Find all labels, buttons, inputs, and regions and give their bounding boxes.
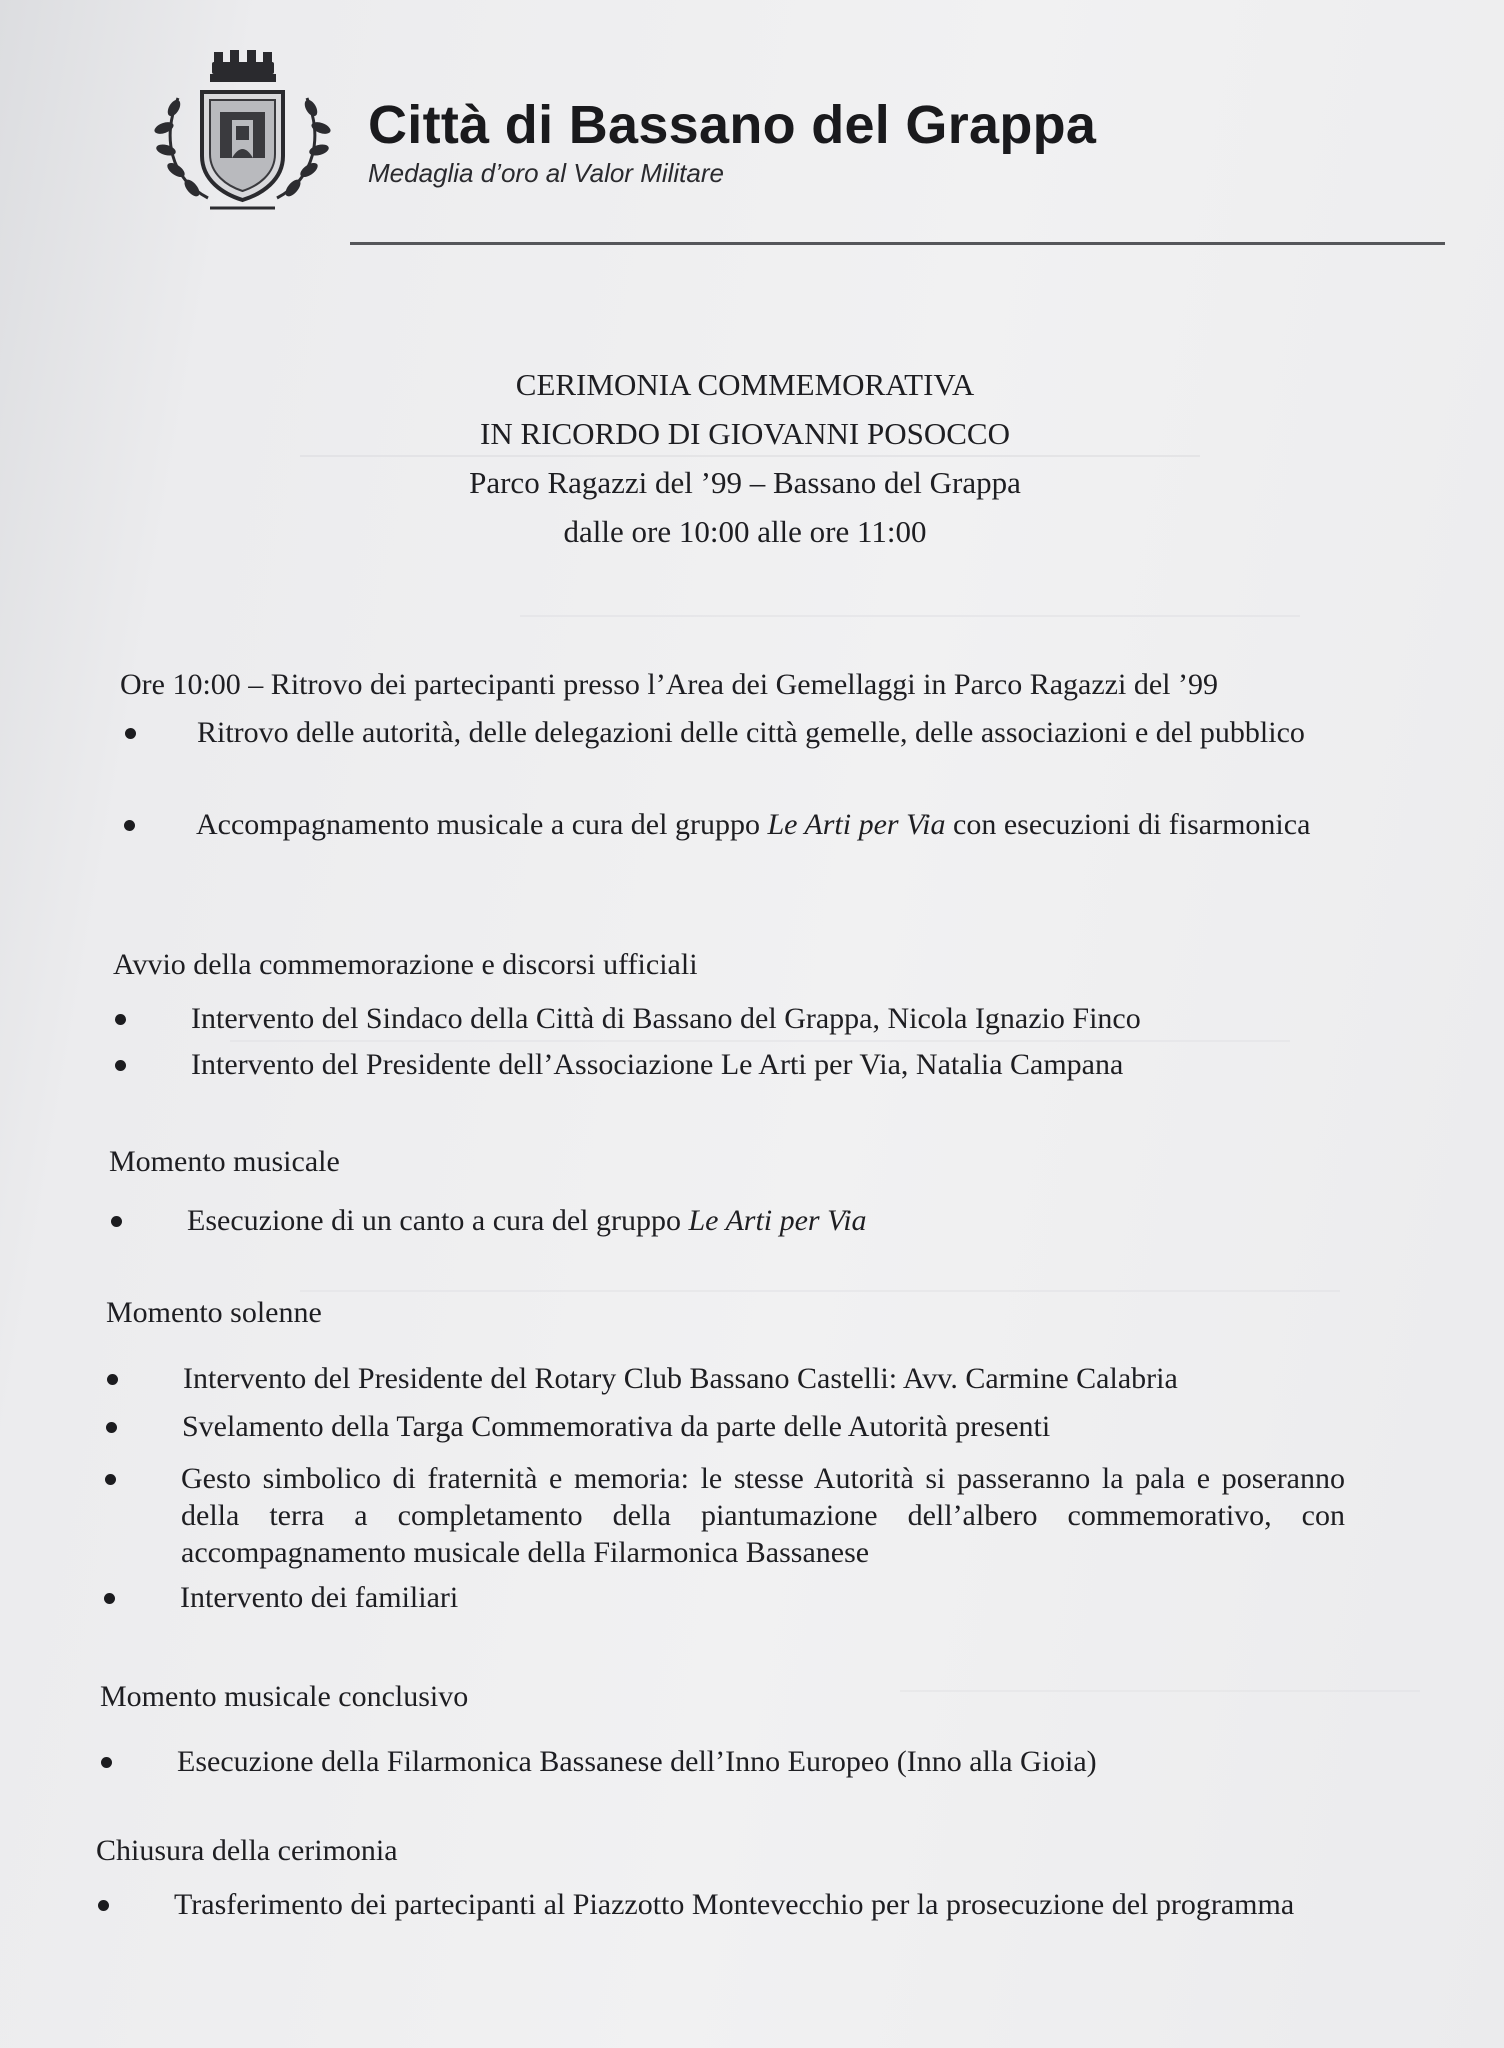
list-item: Accompagnamento musicale a cura del gruppo Le Arti per Via con esecuzioni di fisarmonica xyxy=(196,806,1358,843)
list-item: Intervento del Sindaco della Città di Bassano del Grappa, Nicola Ignazio Finco xyxy=(191,1000,1341,1037)
list-item: Gesto simbolico di fraternità e memoria: le stesse Autorità si passeranno la pala e poseranno della terra a completamento della piantumazione dell’albero commemorativo, con accompagnamento musicale della Filarmonica Bassanese xyxy=(181,1460,1345,1571)
bullet-icon xyxy=(98,1900,109,1911)
bullet-icon xyxy=(115,1014,126,1025)
group-name-italic: Le Arti per Via xyxy=(767,808,946,841)
bullet-icon xyxy=(105,1474,116,1485)
event-location: Parco Ragazzi del ’99 – Bassano del Grappa xyxy=(469,465,1021,500)
bullet-icon xyxy=(106,1422,117,1433)
section-heading-ritrovo: Ore 10:00 – Ritrovo dei partecipanti presso l’Area dei Gemellaggi in Parco Ragazzi del ’99 xyxy=(120,668,1218,701)
bullet-icon xyxy=(107,1374,118,1385)
bullet-icon xyxy=(101,1757,112,1768)
section-heading-solenne: Momento solenne xyxy=(106,1296,322,1329)
event-time: dalle ore 10:00 alle ore 11:00 xyxy=(563,514,927,549)
section-heading-musicale: Momento musicale xyxy=(109,1145,340,1178)
city-motto: Medaglia d’oro al Valor Militare xyxy=(368,158,724,188)
bullet-icon xyxy=(125,728,136,739)
section-heading-conclusivo: Momento musicale conclusivo xyxy=(100,1680,469,1713)
bullet-icon xyxy=(104,1593,115,1604)
event-title-line2: IN RICORDO DI GIOVANNI POSOCCO xyxy=(480,416,1010,451)
event-title-line1: CERIMONIA COMMEMORATIVA xyxy=(515,367,975,402)
list-item: Intervento del Presidente del Rotary Club Bassano Castelli: Avv. Carmine Calabria xyxy=(183,1360,1343,1397)
list-item: Ritrovo delle autorità, delle delegazioni delle città gemelle, delle associazioni e del pubblico xyxy=(197,714,1359,751)
list-item: Intervento del Presidente dell’Associazione Le Arti per Via, Natalia Campana xyxy=(191,1046,1341,1083)
list-item: Trasferimento dei partecipanti al Piazzotto Montevecchio per la prosecuzione del programma xyxy=(174,1886,1338,1923)
bullet-icon xyxy=(124,820,135,831)
list-item: Intervento dei familiari xyxy=(180,1579,1340,1616)
list-item: Svelamento della Targa Commemorativa da parte delle Autorità presenti xyxy=(182,1408,1342,1445)
section-heading-avvio: Avvio della commemorazione e discorsi ufficiali xyxy=(113,948,698,981)
bullet-icon xyxy=(115,1060,126,1071)
list-item: Esecuzione di un canto a cura del gruppo Le Arti per Via xyxy=(187,1202,1337,1239)
list-item: Esecuzione della Filarmonica Bassanese dell’Inno Europeo (Inno alla Gioia) xyxy=(177,1743,1337,1780)
city-name: Città di Bassano del Grappa xyxy=(368,95,1097,155)
bullet-icon xyxy=(111,1216,122,1227)
section-heading-chiusura: Chiusura della cerimonia xyxy=(96,1834,398,1867)
group-name-italic: Le Arti per Via xyxy=(688,1204,867,1237)
